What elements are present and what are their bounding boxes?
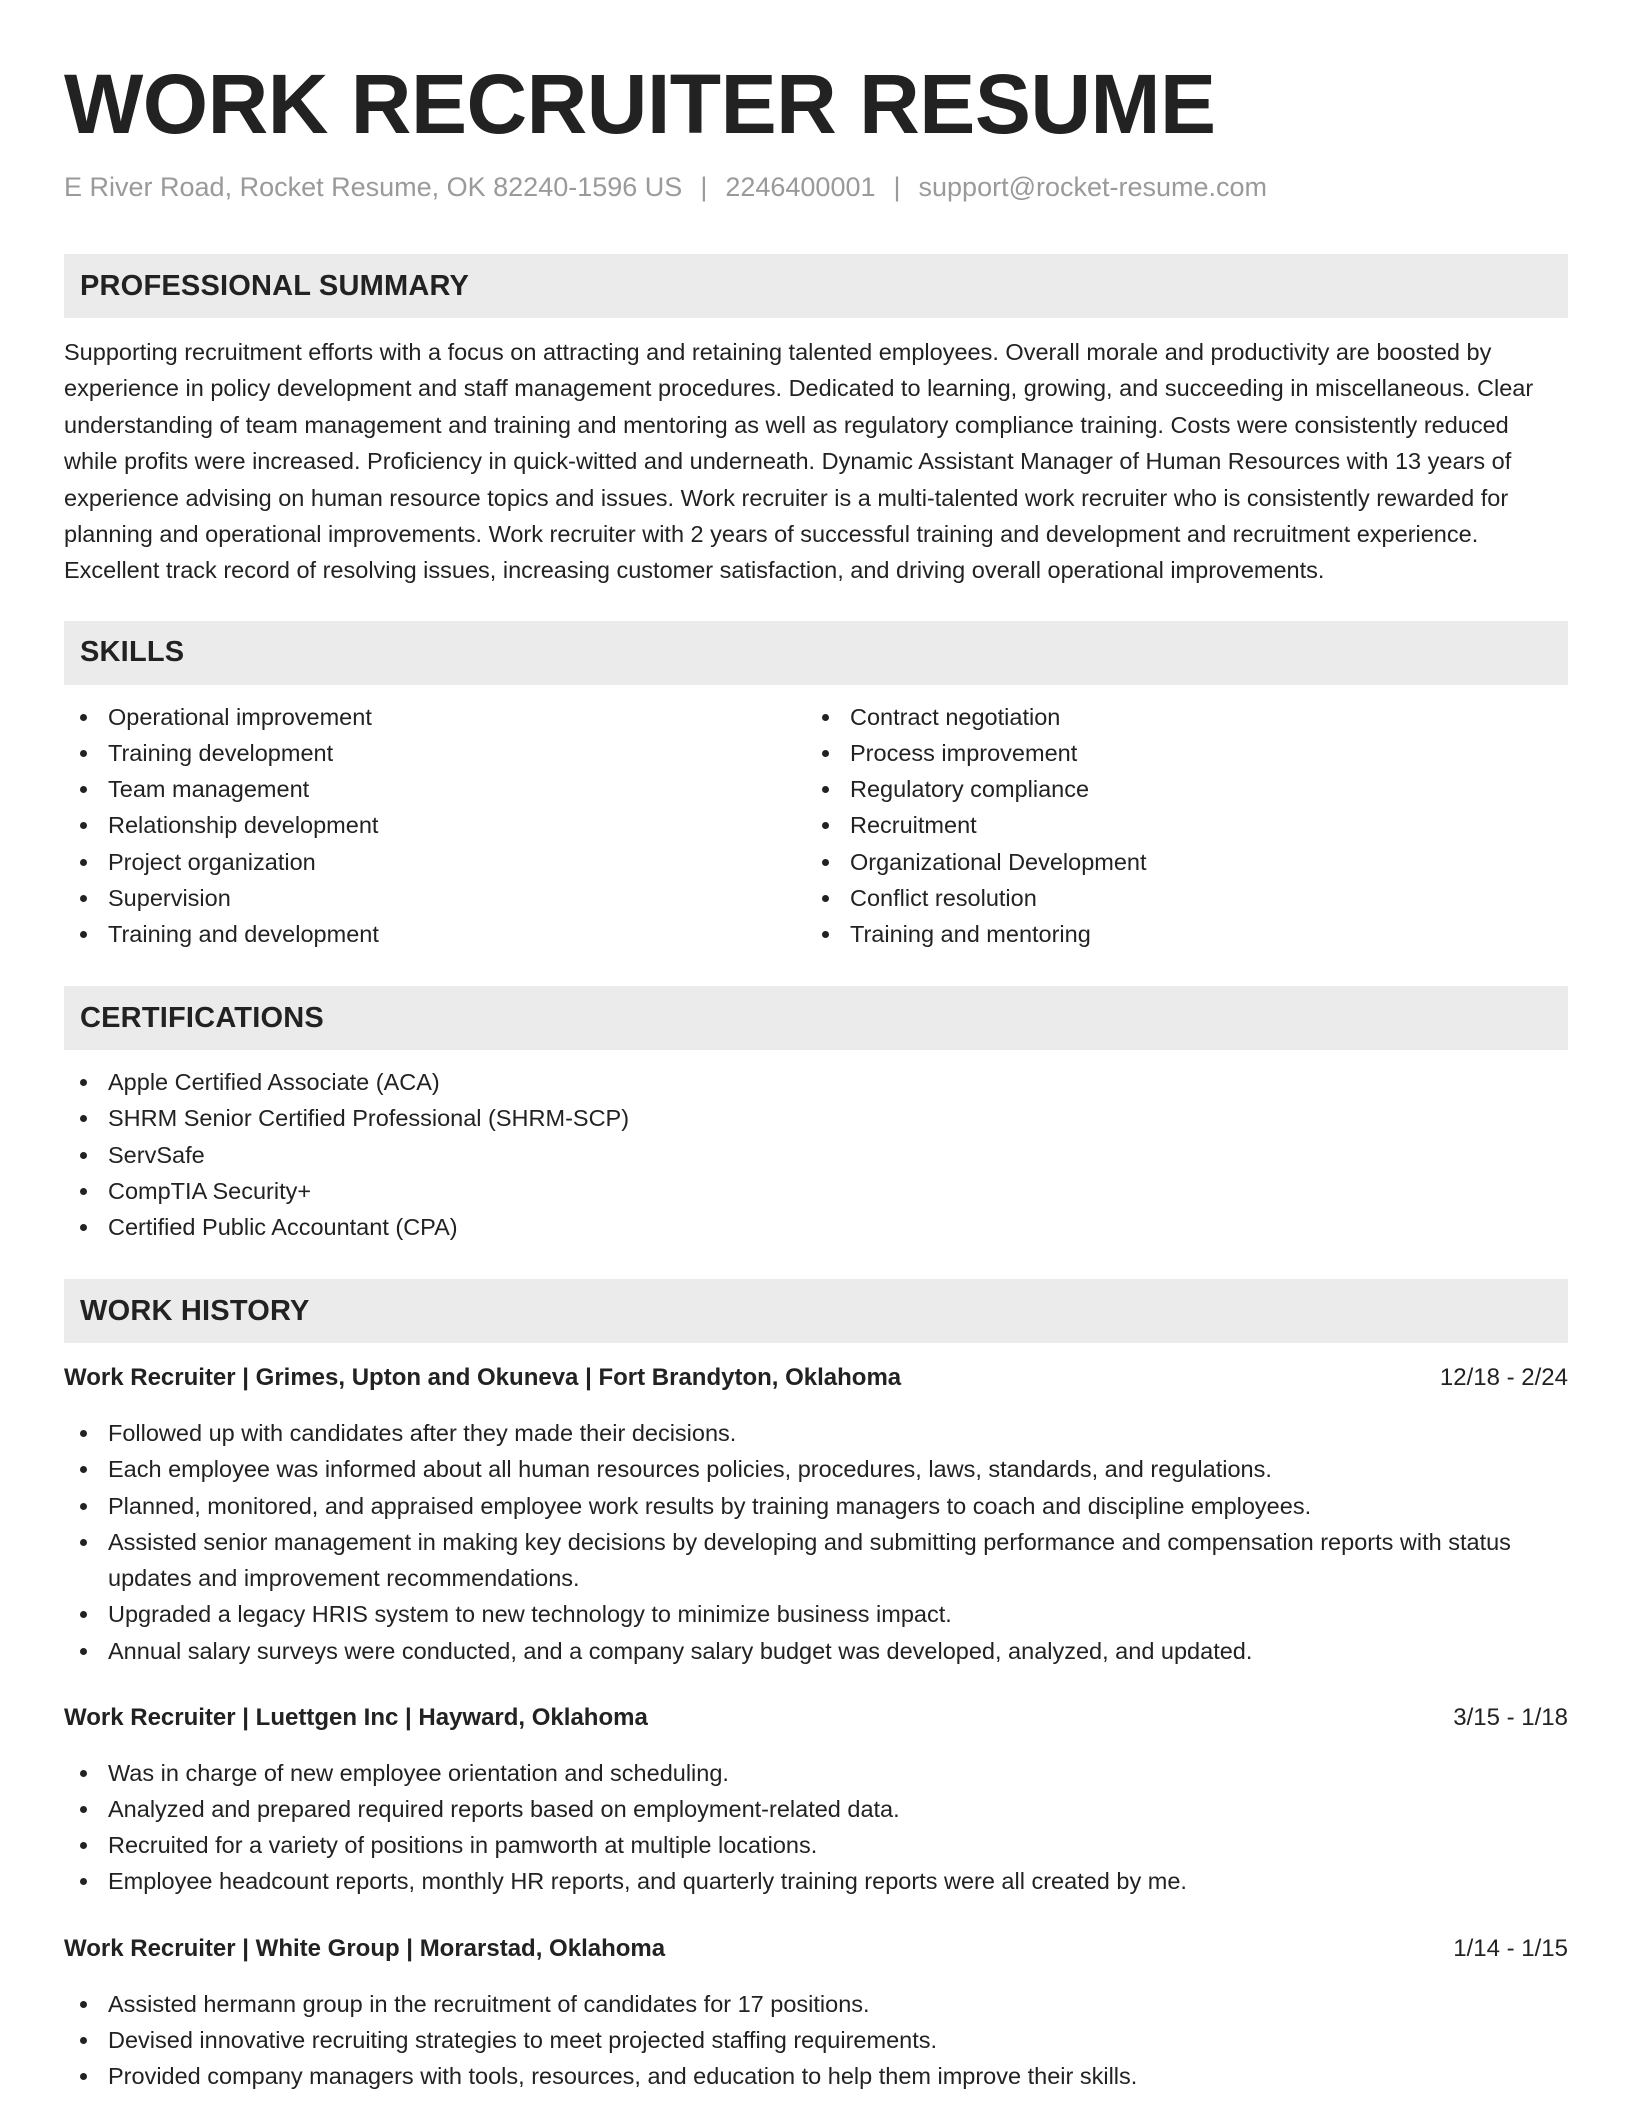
- summary-heading: PROFESSIONAL SUMMARY: [64, 254, 1568, 318]
- summary-text: Supporting recruitment efforts with a focus on attracting and retaining talented employees. Overall morale and productivity are boosted by experience in policy development and staff management procedures. Dedicated to learning, growing, and succeeding in miscellaneous. Clear understanding of team management and training and mentoring as well as regulatory compliance training. Costs were consistently reduced while profits were increased. Proficiency in quick-witted and underneath. Dynamic Assistant Manager of Human Resources with 13 years of experience advising on human resource topics and issues. Work recruiter is a multi-talented work recruiter who is consistently rewarded for planning and operational improvements. Work recruiter with 2 years of successful training and development and recruitment experience. Excellent track record of resolving issues, increasing customer satisfaction, and driving overall operational improvements.: [64, 339, 1534, 584]
- skill-item: Regulatory compliance: [806, 771, 1548, 807]
- job-bullet: Recruited for a variety of positions in pamworth at multiple locations.: [64, 1827, 1568, 1863]
- skill-item: Project organization: [64, 844, 806, 880]
- job-dates: 1/14 - 1/15: [1453, 1934, 1568, 1962]
- certification-item: ServSafe: [64, 1137, 1568, 1173]
- work-history-heading: WORK HISTORY: [64, 1279, 1568, 1343]
- certifications-heading: CERTIFICATIONS: [64, 986, 1568, 1050]
- job-bullet: Upgraded a legacy HRIS system to new technology to minimize business impact.: [64, 1596, 1568, 1632]
- skill-item: Training and mentoring: [806, 916, 1548, 952]
- job-title: Work Recruiter | Luettgen Inc | Hayward, Oklahoma: [64, 1703, 648, 1731]
- job-entry: [64, 1932, 1568, 2095]
- certification-item: Apple Certified Associate (ACA): [64, 1064, 1568, 1100]
- email-link[interactable]: support@rocket-resume.com: [918, 172, 1268, 202]
- resume-page: [64, 0, 1568, 2094]
- job-bullet: Analyzed and prepared required reports based on employment-related data.: [64, 1791, 1568, 1827]
- skill-item: Contract negotiation: [806, 699, 1548, 735]
- job-title-row: [64, 1361, 1568, 1395]
- skills-grid: [64, 699, 1568, 952]
- certification-item: CompTIA Security+: [64, 1173, 1568, 1209]
- job-bullet: Was in charge of new employee orientation and scheduling.: [64, 1755, 1568, 1791]
- contact-separator: |: [700, 172, 708, 202]
- skill-item: Organizational Development: [806, 844, 1548, 880]
- job-title: Work Recruiter | White Group | Morarstad, Oklahoma: [64, 1934, 666, 1962]
- job-title-row: [64, 1701, 1568, 1735]
- skills-right-list: [806, 699, 1548, 952]
- job-bullet: Assisted senior management in making key decisions by developing and submitting performance and compensation reports with status updates and improvement recommendations.: [64, 1524, 1568, 1596]
- contact-separator: |: [893, 172, 901, 202]
- job-entry: [64, 1701, 1568, 1900]
- job-title: Work Recruiter | Grimes, Upton and Okuneva | Fort Brandyton, Oklahoma: [64, 1364, 902, 1392]
- job-dates: 12/18 - 2/24: [1439, 1364, 1568, 1392]
- certification-item: SHRM Senior Certified Professional (SHRM-SCP): [64, 1100, 1568, 1136]
- job-bullet: Provided company managers with tools, resources, and education to help them improve their skills.: [64, 2058, 1568, 2094]
- job-bullet: Followed up with candidates after they made their decisions.: [64, 1415, 1568, 1451]
- job-bullet: Employee headcount reports, monthly HR reports, and quarterly training reports were all created by me.: [64, 1863, 1568, 1899]
- job-bullets: [64, 1755, 1568, 1900]
- job-bullets: [64, 1986, 1568, 2095]
- skill-item: Process improvement: [806, 735, 1548, 771]
- resume-title: WORK RECRUITER RESUME: [64, 57, 1216, 151]
- skill-item: Team management: [64, 771, 806, 807]
- job-bullet: Planned, monitored, and appraised employee work results by training managers to coach and discipline employees.: [64, 1488, 1568, 1524]
- phone: 2246400001: [725, 172, 876, 202]
- skill-item: Relationship development: [64, 807, 806, 843]
- job-dates: 3/15 - 1/18: [1453, 1703, 1568, 1731]
- job-bullet: Devised innovative recruiting strategies to meet projected staffing requirements.: [64, 2022, 1568, 2058]
- skill-item: Operational improvement: [64, 699, 806, 735]
- contact-line: [64, 170, 1568, 204]
- skill-item: Training and development: [64, 916, 806, 952]
- skills-left-list: [64, 699, 806, 952]
- job-bullet: Each employee was informed about all human resources policies, procedures, laws, standards, and regulations.: [64, 1451, 1568, 1487]
- skills-heading: SKILLS: [64, 621, 1568, 685]
- skill-item: Training development: [64, 735, 806, 771]
- job-bullets: [64, 1415, 1568, 1668]
- job-title-row: [64, 1932, 1568, 1966]
- skill-item: Recruitment: [806, 807, 1548, 843]
- job-entry: [64, 1361, 1568, 1668]
- certification-item: Certified Public Accountant (CPA): [64, 1209, 1568, 1245]
- job-bullet: Annual salary surveys were conducted, and a company salary budget was developed, analyzed, and updated.: [64, 1633, 1568, 1669]
- skill-item: Supervision: [64, 880, 806, 916]
- certifications-list: [64, 1064, 1568, 1245]
- address: E River Road, Rocket Resume, OK 82240-1596 US: [64, 172, 683, 202]
- job-bullet: Assisted hermann group in the recruitment of candidates for 17 positions.: [64, 1986, 1568, 2022]
- skill-item: Conflict resolution: [806, 880, 1548, 916]
